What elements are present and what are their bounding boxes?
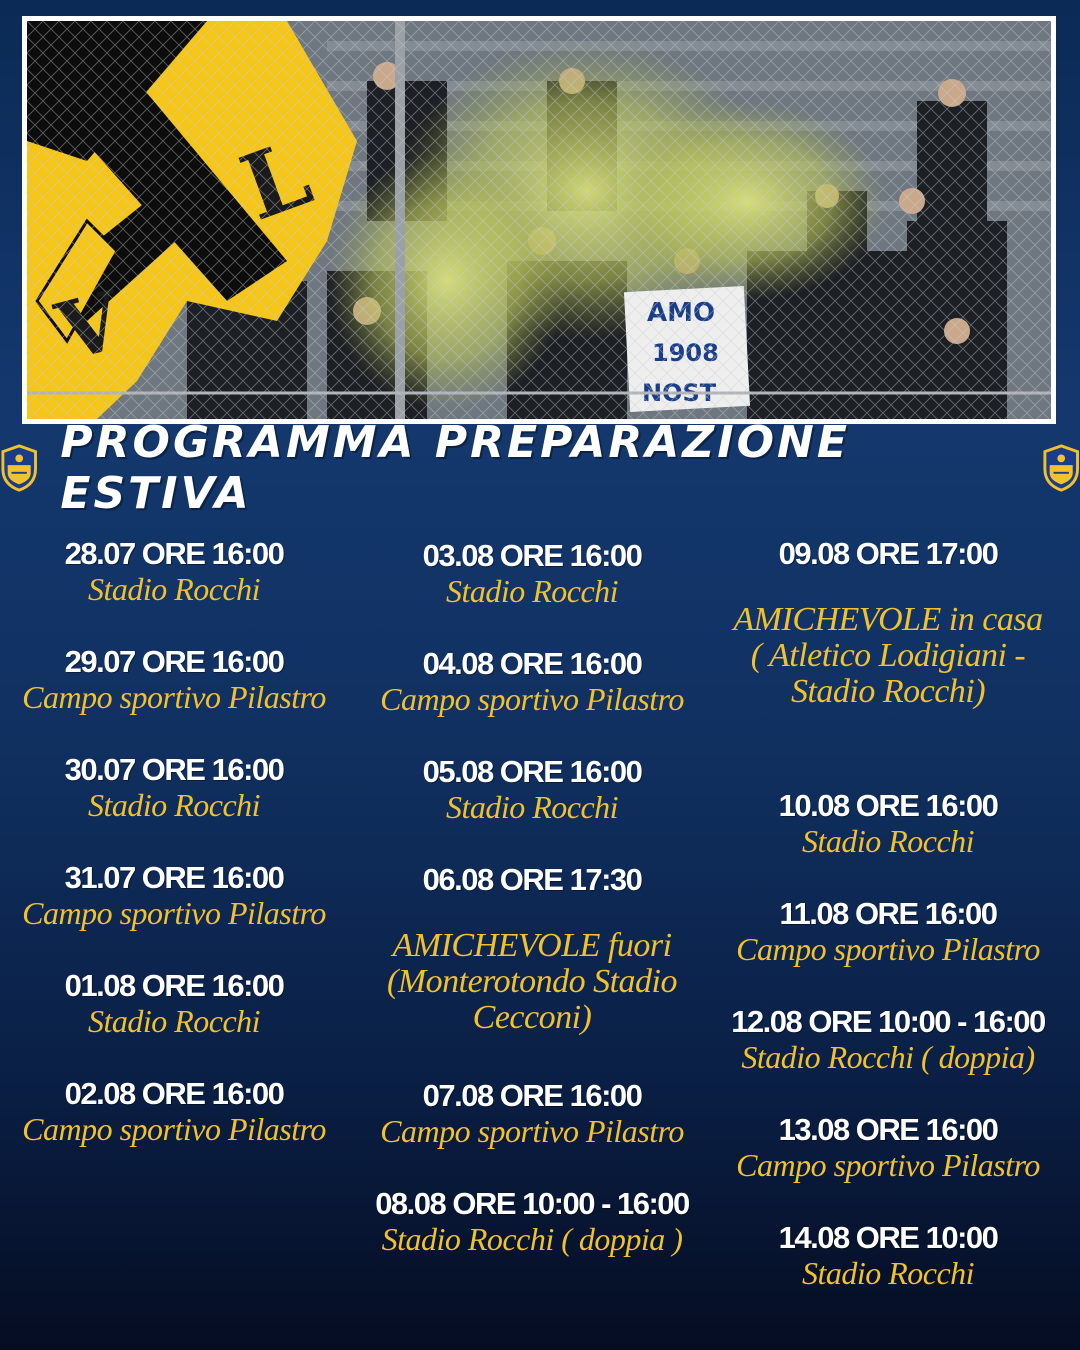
entry-place: Stadio Rocchi ( doppia ): [381, 1221, 683, 1257]
entry-place: Stadio Rocchi: [87, 1003, 261, 1039]
entry-date: 28.07 ORE 16:00: [64, 536, 284, 571]
entry-date: 04.08 ORE 16:00: [422, 646, 642, 681]
entry-date: 06.08 ORE 17:30: [422, 862, 642, 897]
entry-place: Campo sportivo Pilastro: [736, 931, 1040, 967]
entry-date: 14.08 ORE 10:00: [778, 1220, 998, 1255]
schedule-column-1: [0, 0, 354, 1350]
schedule-entry-friendly: [352, 862, 712, 1036]
entry-date: 05.08 ORE 16:00: [422, 754, 642, 789]
schedule-entry: [0, 860, 354, 930]
entry-place-line: AMICHEVOLE fuori: [392, 927, 672, 964]
schedule-entry: [708, 1004, 1068, 1074]
schedule-entry: [0, 1076, 354, 1146]
entry-place: Stadio Rocchi: [445, 789, 619, 825]
schedule-entry: [708, 1112, 1068, 1182]
entry-date: 07.08 ORE 16:00: [422, 1078, 642, 1113]
schedule-entry: [352, 538, 712, 608]
schedule-entry-friendly: [708, 536, 1068, 710]
entry-place: Stadio Rocchi: [87, 571, 261, 607]
entry-date: 09.08 ORE 17:00: [778, 536, 998, 571]
entry-place-line: ( Atletico Lodigiani -: [750, 637, 1026, 674]
entry-place: Campo sportivo Pilastro: [736, 1147, 1040, 1183]
entry-place: Stadio Rocchi: [87, 787, 261, 823]
schedule-entry: [0, 968, 354, 1038]
entry-place: Campo sportivo Pilastro: [22, 679, 326, 715]
schedule-entry: [708, 788, 1068, 858]
entry-date: 08.08 ORE 10:00 - 16:00: [375, 1186, 689, 1221]
entry-date: 11.08 ORE 16:00: [779, 896, 997, 931]
schedule-entry: [352, 1186, 712, 1256]
entry-place-line: (Monterotondo Stadio: [387, 963, 677, 1000]
schedule-entry: [0, 644, 354, 714]
entry-date: 31.07 ORE 16:00: [64, 860, 284, 895]
schedule-entry: [352, 646, 712, 716]
schedule-column-2: [352, 0, 712, 1350]
entry-date: 03.08 ORE 16:00: [422, 538, 642, 573]
entry-date: 30.07 ORE 16:00: [64, 752, 284, 787]
entry-place: Stadio Rocchi ( doppia): [741, 1039, 1035, 1075]
entry-place-line: Stadio Rocchi): [790, 673, 986, 710]
entry-date: 12.08 ORE 10:00 - 16:00: [731, 1004, 1045, 1039]
entry-date: 29.07 ORE 16:00: [64, 644, 284, 679]
entry-date: 01.08 ORE 16:00: [64, 968, 284, 1003]
entry-place: Campo sportivo Pilastro: [380, 1113, 684, 1149]
schedule-entry: [352, 1078, 712, 1148]
entry-place-line: Cecconi): [472, 999, 592, 1036]
entry-place: Stadio Rocchi: [801, 1255, 975, 1291]
page-title: PROGRAMMA PREPARAZIONE ESTIVA: [60, 417, 850, 519]
entry-date: 13.08 ORE 16:00: [778, 1112, 998, 1147]
entry-place: Campo sportivo Pilastro: [22, 1111, 326, 1147]
schedule-column-3: [708, 0, 1068, 1350]
entry-place: Stadio Rocchi: [801, 823, 975, 859]
entry-place: Stadio Rocchi: [445, 573, 619, 609]
schedule-entry: [0, 752, 354, 822]
entry-place: Campo sportivo Pilastro: [22, 895, 326, 931]
entry-date: 02.08 ORE 16:00: [64, 1076, 284, 1111]
entry-place-line: AMICHEVOLE in casa: [733, 601, 1043, 638]
schedule-entry: [0, 536, 354, 606]
entry-place: Campo sportivo Pilastro: [380, 681, 684, 717]
schedule-entry: [708, 1220, 1068, 1290]
entry-date: 10.08 ORE 16:00: [778, 788, 998, 823]
schedule-entry: [708, 896, 1068, 966]
schedule-entry: [352, 754, 712, 824]
